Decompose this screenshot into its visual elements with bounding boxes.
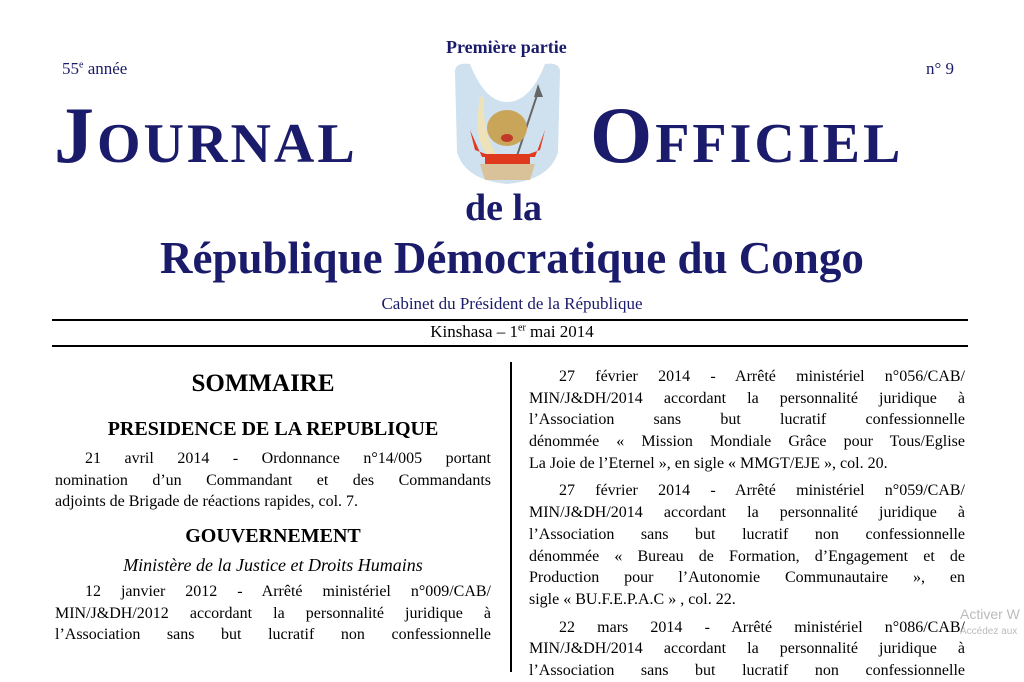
subtitle-de-la: de la xyxy=(465,187,543,229)
top-rule xyxy=(52,319,968,321)
entry-line: nomination d’un Commandant et des Commandants xyxy=(55,471,491,489)
right-column xyxy=(529,366,965,682)
activation-watermark-sub: Accédez aux xyxy=(960,626,1018,637)
bottom-rule xyxy=(52,345,968,347)
column-divider xyxy=(510,362,512,672)
part-label: Première partie xyxy=(446,37,567,57)
entry-line: 12 janvier 2012 - Arrêté ministériel n°009/CAB/ xyxy=(85,583,491,601)
entry-line: l’Association sans but lucratif confessionnelle xyxy=(529,411,965,429)
ministere-heading: Ministère de la Justice et Droits Humains xyxy=(123,555,423,576)
activation-watermark: Activer W xyxy=(960,606,1020,622)
entry-line: MIN/J&DH/2014 accordant la personnalité juridique à xyxy=(529,389,965,407)
entry-line: 22 mars 2014 - Arrêté ministériel n°086/CAB/ xyxy=(559,618,965,636)
entry-line: MIN/J&DH/2014 accordant la personnalité juridique à xyxy=(529,504,965,522)
entry-line: adjoints de Brigade de réactions rapides, col. 7. xyxy=(55,493,359,511)
title-officiel: Officiel xyxy=(590,92,904,180)
entry-line: 21 avril 2014 - Ordonnance n°14/005 portant xyxy=(85,450,491,467)
year-suffix: année xyxy=(83,59,128,78)
year-label xyxy=(62,59,127,79)
coat-of-arms-emblem xyxy=(450,62,565,187)
entry-line: l’Association sans but lucratif non confessionnelle xyxy=(55,626,491,644)
date-post: mai 2014 xyxy=(525,322,594,341)
issue-number: n° 9 xyxy=(926,59,955,78)
year-number: 55 xyxy=(62,59,79,78)
year-sup: e xyxy=(79,59,84,71)
title-journal: Journal xyxy=(54,92,358,180)
entry-line: sigle « BU.F.E.P.A.C » , col. 22. xyxy=(529,590,736,608)
entry-line: La Joie de l’Eternel », en sigle « MMGT/EJE », col. 20. xyxy=(529,454,888,472)
entry-line: Production pour l’Autonomie Communautaire », en xyxy=(529,569,965,587)
left-column xyxy=(55,370,491,646)
entry-line: MIN/J&DH/2012 accordant la personnalité juridique à xyxy=(55,604,491,622)
entry-line: 27 février 2014 - Arrêté ministériel n°059/CAB/ xyxy=(559,482,965,500)
date-line xyxy=(0,322,1024,342)
entry-line: dénommée « Bureau de Formation, d’Engagement et de xyxy=(529,547,965,565)
entry-line: 27 février 2014 - Arrêté ministériel n°056/CAB/ xyxy=(559,368,965,385)
presidence-heading: PRESIDENCE DE LA REPUBLIQUE xyxy=(107,418,439,440)
entry-line: l’Association sans but lucratif non confessionnelle xyxy=(529,661,965,679)
entry-line: l’Association sans but lucratif non confessionnelle xyxy=(529,525,965,543)
date-sup: er xyxy=(518,322,526,334)
entry-line: dénommée « Mission Mondiale Grâce pour Tous/Eglise xyxy=(529,433,965,451)
cabinet-label: Cabinet du Président de la République xyxy=(381,294,643,313)
subtitle-republique: République Démocratique du Congo xyxy=(160,233,864,283)
entry-line: MIN/J&DH/2014 accordant la personnalité juridique à xyxy=(529,640,965,658)
date-pre: Kinshasa – 1 xyxy=(430,322,519,341)
sommaire-heading: SOMMAIRE xyxy=(191,370,335,397)
gouvernement-heading: GOUVERNEMENT xyxy=(185,525,361,548)
